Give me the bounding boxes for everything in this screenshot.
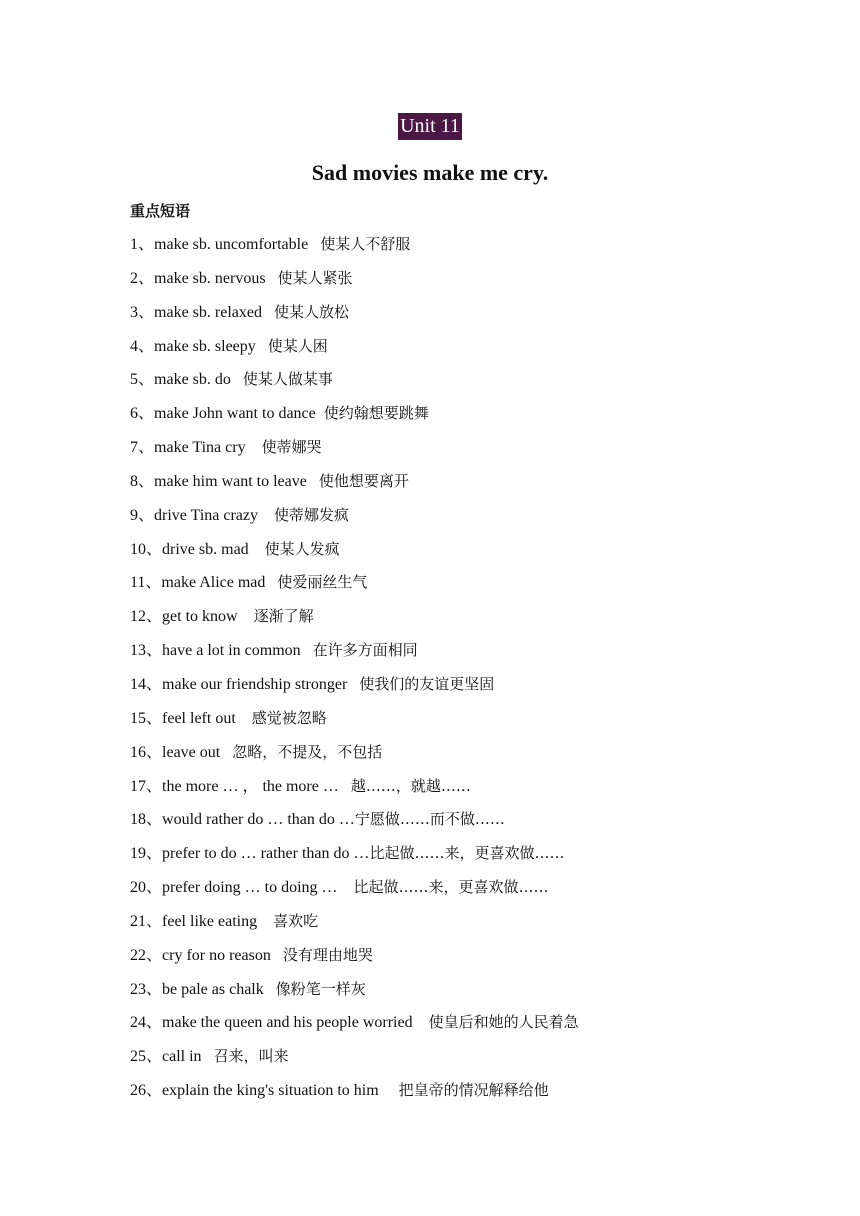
phrase-chinese: 使某人放松 <box>273 302 349 321</box>
phrase-number: 12、 <box>130 608 163 626</box>
phrase-english: the more … ， the more … <box>162 777 351 795</box>
phrase-item <box>130 1074 770 1108</box>
phrase-number: 1、 <box>130 236 155 253</box>
section-heading: 重点短语 <box>130 202 191 220</box>
phrase-item <box>130 803 770 837</box>
phrase-number: 18、 <box>130 811 163 829</box>
phrase-chinese: 使他想要离开 <box>318 471 409 490</box>
phrase-item <box>130 465 770 499</box>
phrase-number: 8、 <box>130 472 155 490</box>
phrase-item <box>130 431 770 465</box>
phrase-number: 5、 <box>130 371 155 389</box>
phrase-number: 7、 <box>130 439 155 457</box>
phrase-item <box>130 905 770 939</box>
phrase-english: leave out <box>162 743 233 761</box>
phrase-english: drive sb. mad <box>162 540 265 558</box>
phrase-number: 2、 <box>130 269 155 287</box>
phrase-english: make John want to dance <box>154 405 324 423</box>
phrase-chinese: 感觉被忽略 <box>251 708 327 727</box>
phrase-item <box>130 228 770 262</box>
phrase-number: 13、 <box>130 642 163 660</box>
phrase-number: 20、 <box>130 879 163 897</box>
phrase-chinese: 使蒂娜发疯 <box>274 505 350 524</box>
phrase-english: make sb. uncomfortable <box>154 236 321 253</box>
phrase-english: make sb. do <box>154 371 243 389</box>
phrase-number: 3、 <box>130 303 155 321</box>
phrase-number: 26、 <box>130 1082 163 1100</box>
phrase-item <box>130 397 770 431</box>
phrase-english: make sb. sleepy <box>154 337 268 355</box>
phrase-item <box>130 770 770 804</box>
phrase-number: 25、 <box>130 1048 163 1066</box>
phrase-item <box>130 363 770 397</box>
phrase-chinese: 在许多方面相同 <box>312 641 418 660</box>
phrase-item <box>130 702 770 736</box>
phrase-item <box>130 533 770 567</box>
phrase-english: get to know <box>162 608 254 626</box>
phrase-chinese: 使某人不舒服 <box>320 235 411 253</box>
phrase-chinese: 使约翰想要跳舞 <box>323 404 429 423</box>
phrase-english: prefer doing … to doing … <box>162 879 354 897</box>
phrase-english: prefer to do … rather than do … <box>162 845 370 863</box>
phrase-item <box>130 1040 770 1074</box>
phrase-item <box>130 1006 770 1040</box>
phrase-chinese: 喜欢吃 <box>273 911 319 930</box>
phrase-item <box>130 262 770 296</box>
phrase-item <box>130 634 770 668</box>
phrase-english: call in <box>162 1048 214 1066</box>
phrase-item <box>130 871 770 905</box>
phrase-item <box>130 837 770 871</box>
phrase-english: make Tina cry <box>154 439 262 457</box>
phrase-number: 10、 <box>130 540 163 558</box>
phrase-number: 19、 <box>130 845 163 863</box>
phrase-number: 15、 <box>130 709 163 727</box>
phrase-number: 4、 <box>130 337 155 355</box>
phrase-item <box>130 600 770 634</box>
phrase-item <box>130 939 770 973</box>
page-title: Sad movies make me cry. <box>311 160 549 185</box>
phrase-item <box>130 973 770 1007</box>
phrase-english: explain the king's situation to him <box>162 1082 399 1100</box>
phrase-english: have a lot in common <box>162 642 313 660</box>
phrase-chinese: 使某人紧张 <box>277 268 353 287</box>
phrase-chinese: 忽略，不提及，不包括 <box>232 742 383 761</box>
phrase-chinese: 使某人发疯 <box>264 539 340 558</box>
phrase-chinese: 越……，就越…… <box>350 776 471 795</box>
phrase-number: 23、 <box>130 980 163 998</box>
phrase-english: make sb. nervous <box>154 269 278 287</box>
phrase-number: 17、 <box>130 777 163 795</box>
phrase-number: 16、 <box>130 743 163 761</box>
phrase-number: 24、 <box>130 1014 163 1032</box>
phrase-chinese: 没有理由地哭 <box>282 945 373 964</box>
phrase-english: make the queen and his people worried <box>162 1014 429 1032</box>
phrase-list <box>130 228 770 1108</box>
phrase-chinese: 使某人困 <box>267 336 328 355</box>
phrase-item <box>130 296 770 330</box>
phrase-english: make sb. relaxed <box>154 303 274 321</box>
phrase-english: make Alice mad <box>161 574 278 592</box>
phrase-english: make our friendship stronger <box>162 675 360 693</box>
phrase-chinese: 比起做……来，更喜欢做…… <box>369 844 565 863</box>
unit-header <box>0 113 860 140</box>
phrase-number: 22、 <box>130 946 163 964</box>
phrase-chinese: 使我们的友谊更坚固 <box>359 674 495 693</box>
phrase-chinese: 使蒂娜哭 <box>261 438 322 457</box>
phrase-number: 6、 <box>130 405 155 423</box>
phrase-item <box>130 499 770 533</box>
phrase-english: make him want to leave <box>154 472 319 490</box>
phrase-number: 14、 <box>130 675 163 693</box>
phrase-number: 21、 <box>130 912 163 930</box>
phrase-chinese: 像粉笔一样灰 <box>275 979 366 998</box>
phrase-english: be pale as chalk <box>162 980 276 998</box>
phrase-chinese: 比起做……来，更喜欢做…… <box>353 878 549 897</box>
phrase-english: would rather do … than do … <box>162 811 355 829</box>
phrase-english: drive Tina crazy <box>154 506 274 524</box>
phrase-number: 11、 <box>130 574 162 592</box>
phrase-number: 9、 <box>130 506 155 524</box>
phrase-chinese: 把皇帝的情况解释给他 <box>398 1081 549 1100</box>
phrase-chinese: 使某人做某事 <box>242 370 333 389</box>
phrase-item <box>130 736 770 770</box>
phrase-item <box>130 330 770 364</box>
phrase-item <box>130 566 770 600</box>
phrase-chinese: 使爱丽丝生气 <box>277 573 368 592</box>
phrase-chinese: 使皇后和她的人民着急 <box>428 1013 579 1032</box>
phrase-chinese: 逐渐了解 <box>253 607 314 626</box>
phrase-english: feel left out <box>162 709 252 727</box>
phrase-chinese: 召来，叫来 <box>213 1047 289 1066</box>
phrase-chinese: 宁愿做……而不做…… <box>354 810 505 829</box>
unit-label: Unit 11 <box>398 113 462 140</box>
phrase-item <box>130 668 770 702</box>
phrase-english: cry for no reason <box>162 946 283 964</box>
phrase-english: feel like eating <box>162 912 274 930</box>
